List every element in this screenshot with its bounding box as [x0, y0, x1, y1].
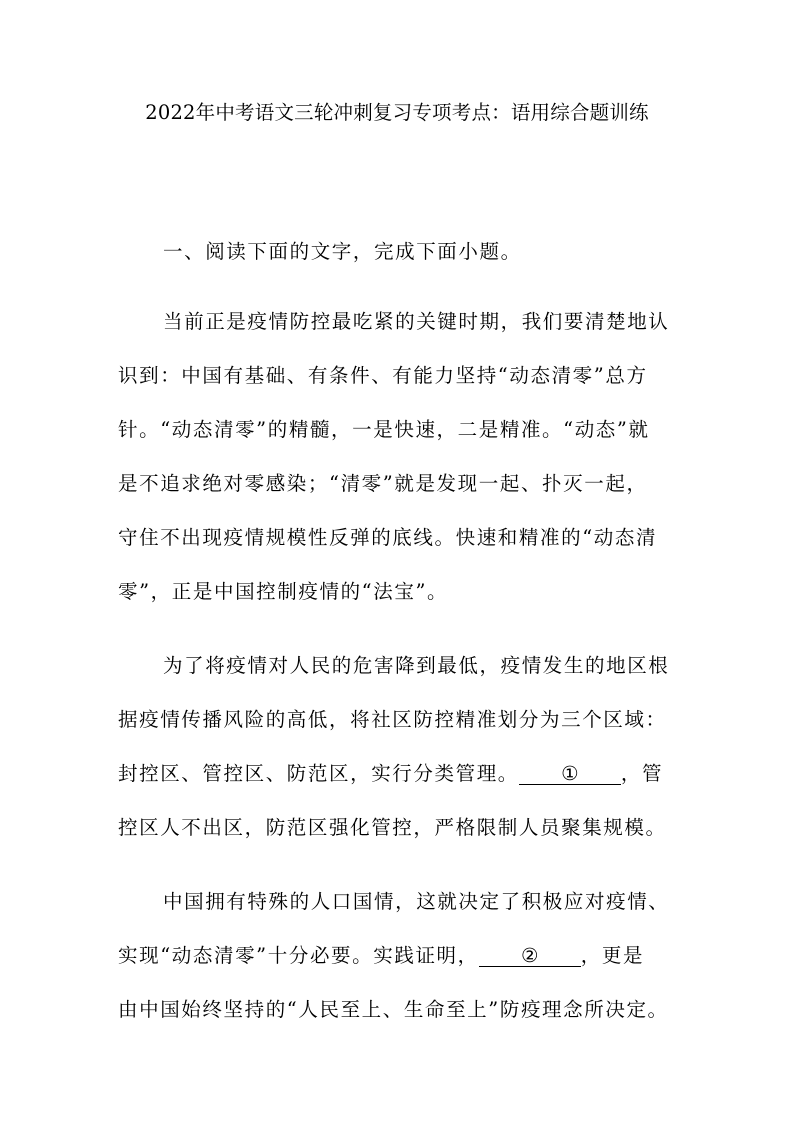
paragraph-3-line-2-text: 实现“动态清零”十分必要。实践证明， [118, 944, 479, 967]
paragraph-2-line-1: 为了将疫情对人民的危害降到最低，疫情发生的地区根 [163, 654, 670, 677]
paragraph-1-line-1: 当前正是疫情防控最吃紧的关键时期，我们要清楚地认 [163, 310, 670, 333]
fill-blank-1[interactable]: ① [519, 764, 621, 785]
paragraph-3-line-3: 由中国始终坚持的“人民至上、生命至上”防疫理念所决定。 [118, 998, 669, 1021]
paragraph-2-line-3 [118, 758, 663, 786]
paragraph-1-line-6: 零”，正是中国控制疫情的“法宝”。 [118, 580, 449, 603]
paragraph-3-line-2-tail: ，更是 [580, 944, 645, 967]
paragraph-2-line-3-tail: ，管 [620, 762, 664, 785]
paragraph-1-line-2: 识到：中国有基础、有条件、有能力坚持“动态清零”总方 [118, 364, 648, 387]
paragraph-1-line-3: 针。“动态清零”的精髓，一是快速，二是精准。“动态”就 [118, 418, 650, 441]
paragraph-2-line-2: 据疫情传播风险的高低，将社区防控精准划分为三个区域： [118, 708, 667, 731]
paragraph-1-line-4: 是不追求绝对零感染；“清零”就是发现一起、扑灭一起， [118, 472, 648, 495]
paragraph-1-line-5: 守住不出现疫情规模性反弹的底线。快速和精准的“动态清 [118, 526, 658, 549]
fill-blank-2[interactable]: ② [479, 946, 581, 967]
document-title: 2022年中考语文三轮冲刺复习专项考点：语用综合题训练 [145, 101, 649, 124]
paragraph-2-line-4: 控区人不出区，防范区强化管控，严格限制人员聚集规模。 [118, 816, 667, 839]
section-heading: 一、阅读下面的文字，完成下面小题。 [163, 240, 522, 263]
paragraph-3-line-2 [118, 940, 644, 968]
paragraph-2-line-3-text: 封控区、管控区、防范区，实行分类管理。 [118, 762, 519, 785]
paragraph-3-line-1: 中国拥有特殊的人口国情，这就决定了积极应对疫情、 [163, 890, 670, 913]
